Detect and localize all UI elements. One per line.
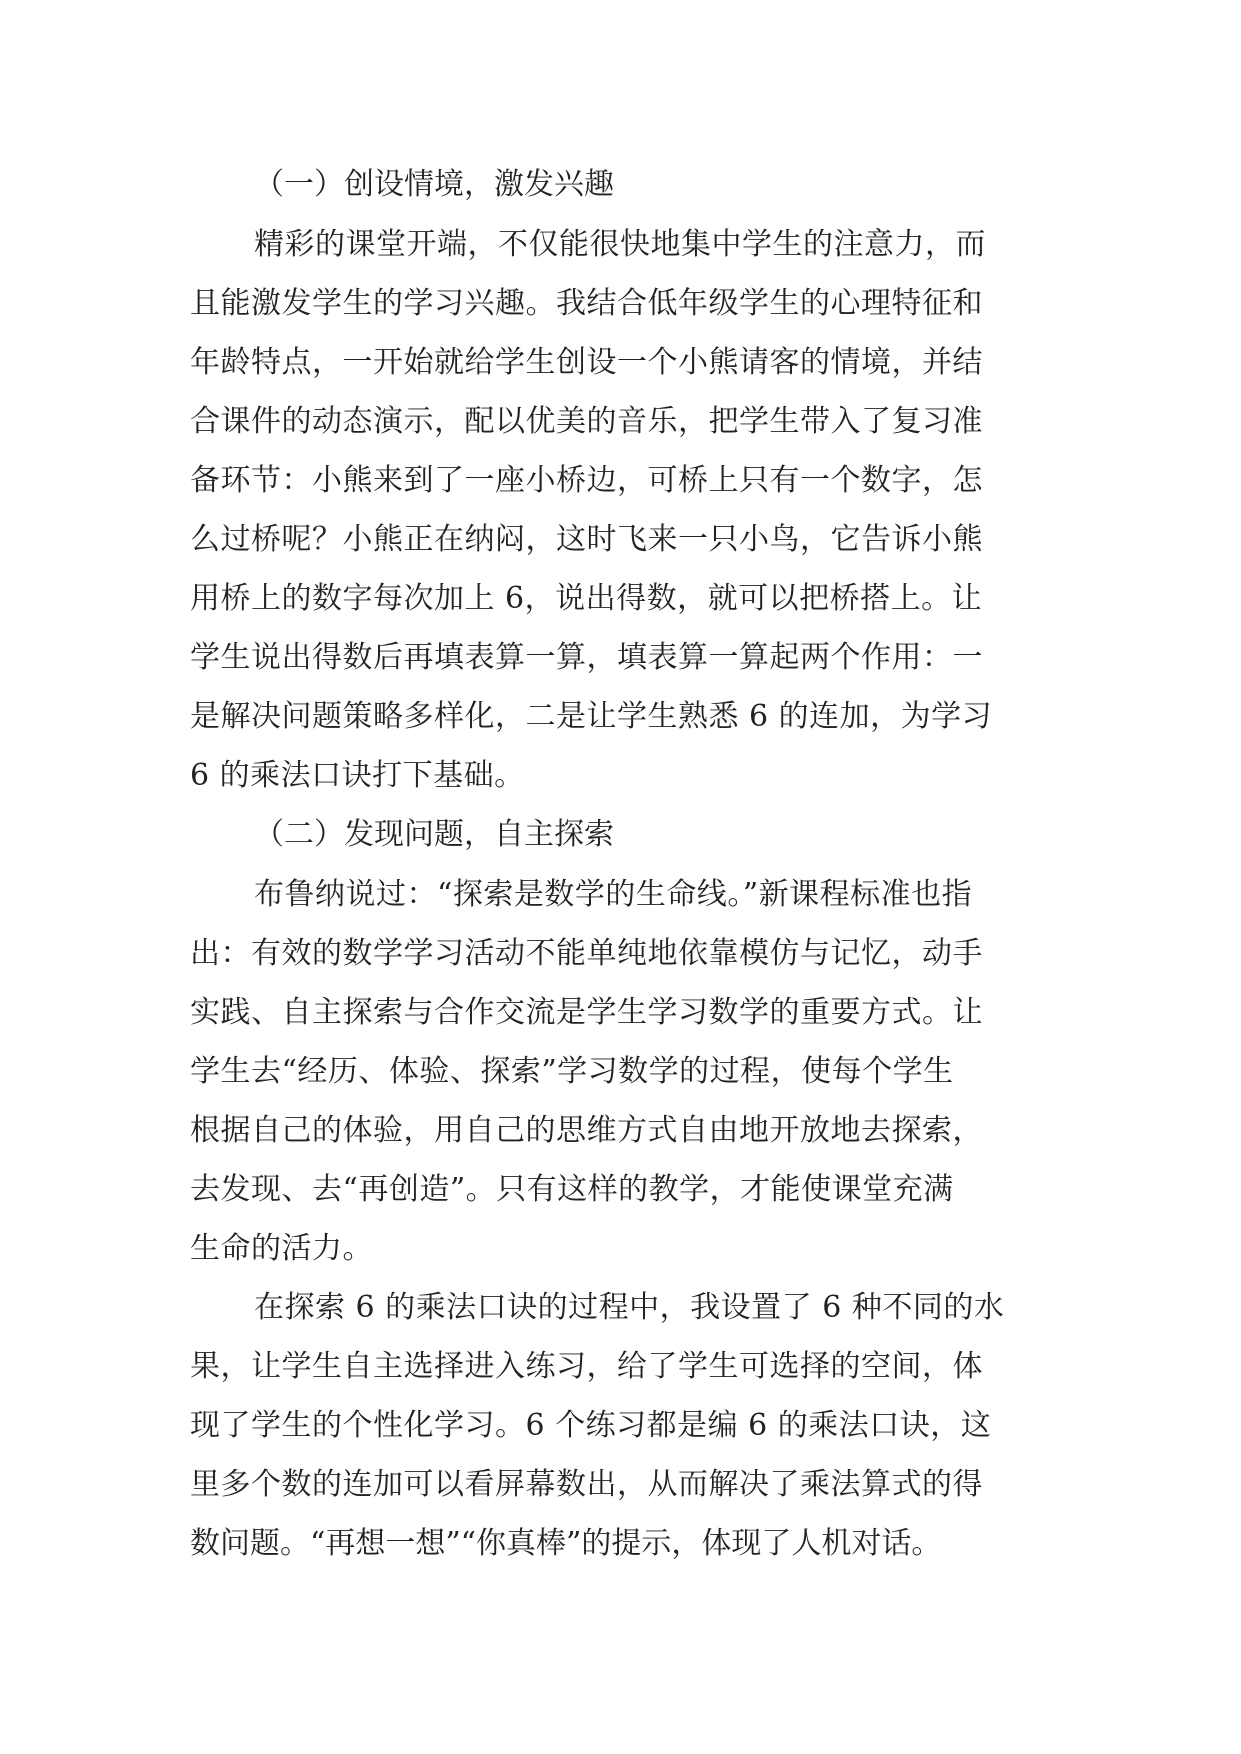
paragraph-line: 现了学生的个性化学习。6 个练习都是编 6 的乘法口诀，这 xyxy=(190,1408,992,1443)
paragraph-line: 备环节：小熊来到了一座小桥边，可桥上只有一个数字，怎 xyxy=(190,463,983,498)
paragraph-line: 么过桥呢？小熊正在纳闷，这时飞来一只小鸟，它告诉小熊 xyxy=(190,522,983,557)
section-heading-1: （一）创设情境，激发兴趣 xyxy=(254,167,614,202)
paragraph-3 xyxy=(190,1278,1070,1573)
paragraph-line: 出：有效的数学学习活动不能单纯地依靠模仿与记忆，动手 xyxy=(190,936,983,971)
paragraph-line: 数问题。“再想一想”“你真棒”的提示，体现了人机对话。 xyxy=(190,1526,942,1561)
paragraph-line: 用桥上的数字每次加上 6，说出得数，就可以把桥搭上。让 xyxy=(190,581,983,616)
paragraph-line: 合课件的动态演示，配以优美的音乐，把学生带入了复习准 xyxy=(190,404,983,439)
paragraph-line: 精彩的课堂开端，不仅能很快地集中学生的注意力，而 xyxy=(254,227,986,262)
paragraph-line: 是解决问题策略多样化，二是让学生熟悉 6 的连加，为学习 xyxy=(190,699,993,734)
paragraph-line: 实践、自主探索与合作交流是学生学习数学的重要方式。让 xyxy=(190,995,983,1030)
paragraph-line: 果，让学生自主选择进入练习，给了学生可选择的空间，体 xyxy=(190,1349,983,1384)
paragraph-line: 学生去“经历、体验、探索”学习数学的过程，使每个学生 xyxy=(190,1054,954,1089)
paragraph-line: 年龄特点，一开始就给学生创设一个小熊请客的情境，并结 xyxy=(190,345,983,380)
paragraph-line: 且能激发学生的学习兴趣。我结合低年级学生的心理特征和 xyxy=(190,286,983,321)
document-body xyxy=(190,155,1070,1573)
paragraph-line: 布鲁纳说过：“探索是数学的生命线。”新课程标准也指 xyxy=(254,877,973,912)
paragraph-line: 6 的乘法口诀打下基础。 xyxy=(190,758,525,793)
paragraph-2 xyxy=(190,865,1070,1278)
paragraph-line: 生命的活力。 xyxy=(190,1231,373,1266)
paragraph-line: 学生说出得数后再填表算一算，填表算一算起两个作用：一 xyxy=(190,640,983,675)
paragraph-line: 里多个数的连加可以看屏幕数出，从而解决了乘法算式的得 xyxy=(190,1467,983,1502)
paragraph-line: 去发现、去“再创造”。只有这样的教学，才能使课堂充满 xyxy=(190,1172,954,1207)
section-heading-2: （二）发现问题，自主探索 xyxy=(254,817,614,852)
paragraph-line: 在探索 6 的乘法口诀的过程中，我设置了 6 种不同的水 xyxy=(254,1290,1005,1325)
paragraph-line: 根据自己的体验，用自己的思维方式自由地开放地去探索， xyxy=(190,1113,983,1148)
paragraph-1 xyxy=(190,215,1070,805)
